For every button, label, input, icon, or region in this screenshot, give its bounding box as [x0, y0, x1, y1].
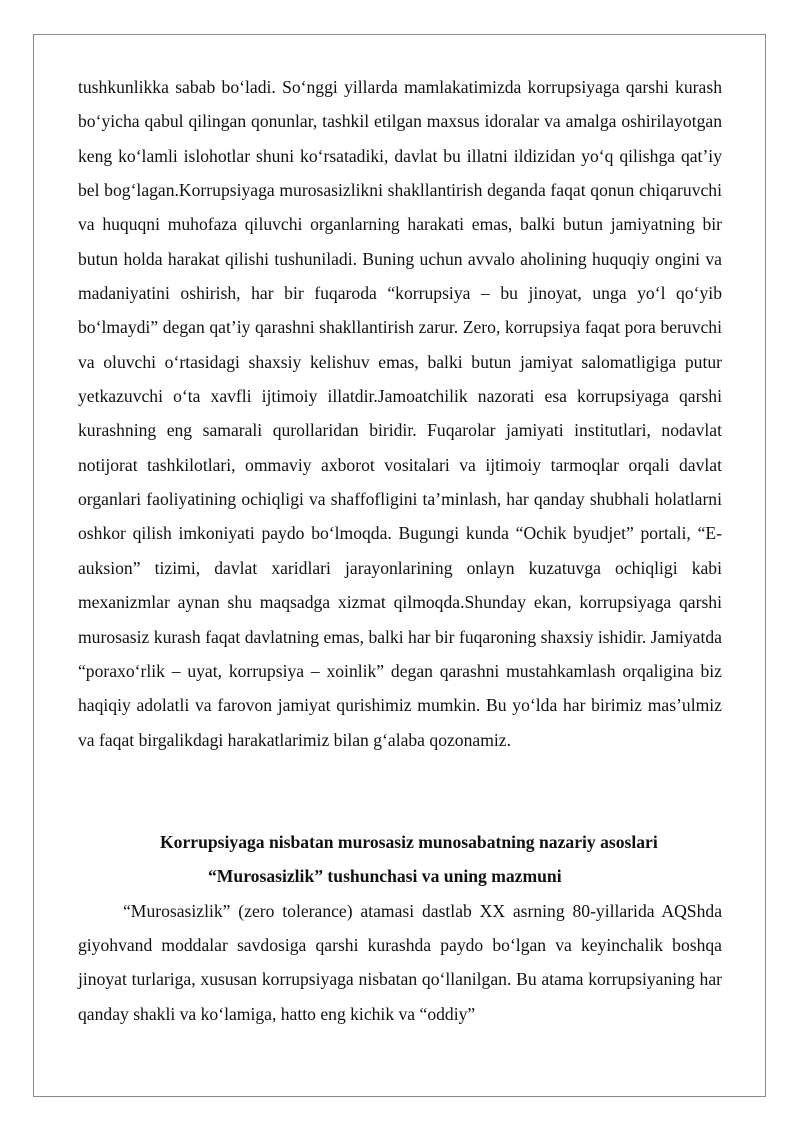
body-paragraph: tushkunlikka sabab bo‘ladi. So‘nggi yillarda mamlakatimizda korrupsiyaga qarshi kurash bo‘yicha qabul qilingan qonunlar, tashkil etilgan maxsus idoralar va amalga oshirilayotgan keng ko‘lamli islohotlar shuni ko‘rsatadiki, davlat bu illatni ildizidan yo‘q qilishga qat’iy bel bog‘lagan.Korrupsiyaga murosasizlikni shakllantirish deganda faqat qonun chiqaruvchi va huquqni muhofaza qiluvchi organlarning harakati emas, balki butun jamiyatning bir butun holda harakat qilishi tushuniladi. Buning uchun avvalo aholining huquqiy ongini va madaniyatini oshirish, har bir fuqaroda “korrupsiya – bu jinoyat, unga yo‘l qo‘yib bo‘lmaydi” degan qat’iy qarashni shakllantirish zarur. Zero, korrupsiya faqat pora beruvchi va oluvchi o‘rtasidagi shaxsiy kelishuv emas, balki butun jamiyat salomatligiga putur yetkazuvchi o‘ta xavfli ijtimoiy illatdir.Jamoatchilik nazorati esa korrupsiyaga qarshi kurashning eng samarali qurollaridan biridir. Fuqarolar jamiyati institutlari, nodavlat notijorat tashkilotlari, ommaviy axborot vositalari va ijtimoiy tarmoqlar orqali davlat organlari faoliyatining ochiqligi va shaffofligini ta’minlash, har qanday shubhali holatlarni oshkor qilish imkoniyati paydo bo‘lmoqda. Bugungi kunda “Ochik byudjet” portali, “E-auksion” tizimi, davlat xaridlari jarayonlarining onlayn kuzatuvga ochiqligi kabi mexanizmlar aynan shu maqsadga xizmat qilmoqda.Shunday ekan, korrupsiyaga qarshi murosasiz kurash faqat davlatning emas, balki har bir fuqaroning shaxsiy ishidir. Jamiyatda “poraxo‘rlik – uyat, korrupsiya – xoinlik” degan qarashni mustahkamlash orqaligina biz haqiqiy adolatli va farovon jamiyat qurishimiz mumkin. Bu yo‘lda har birimiz mas’ulmiz va faqat birgalikdagi harakatlarimiz bilan g‘alaba qozonamiz.: [78, 77, 722, 750]
body-paragraph: “Murosasizlik” (zero tolerance) atamasi dastlab XX asrning 80-yillarida AQShda giyohvand moddalar savdosiga qarshi kurashda paydo bo‘lgan va keyinchalik boshqa jinoyat turlariga, xususan korrupsiyaga nisbatan qo‘llanilgan. Bu atama korrupsiyaning har qanday shakli va ko‘lamiga, hatto eng kichik va “oddiy”: [78, 900, 722, 1024]
subsection-heading: “Murosasizlik” tushunchasi va uning mazmuni: [208, 866, 562, 887]
document-body: [78, 70, 722, 1031]
section-heading: Korrupsiyaga nisbatan murosasiz munosabatning nazariy asoslari: [160, 831, 658, 852]
